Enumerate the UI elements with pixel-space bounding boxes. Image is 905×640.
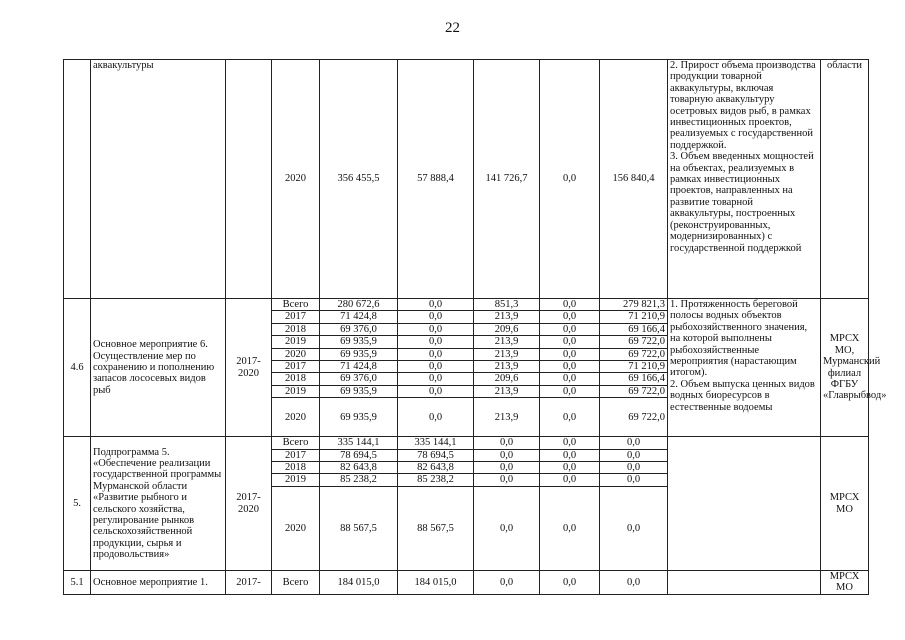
period: 2017- 2020 (226, 299, 272, 437)
row-number: 5. (64, 437, 91, 571)
responsible: МРСХ МО (821, 570, 869, 594)
cell-regional-budget: 335 144,1 (398, 437, 474, 449)
cell-federal-budget: 0,0 (474, 449, 540, 461)
year: 2017 (272, 449, 320, 461)
cell-local-budget: 0,0 (540, 437, 600, 449)
cell-total: 69 935,9 (320, 336, 398, 348)
year: Всего (272, 299, 320, 311)
cell-federal-budget: 209,6 (474, 323, 540, 335)
responsible: МРСХ МО, Мурманский филиал ФГБУ «Главрыбвод» (821, 299, 869, 437)
cell-total: 71 424,8 (320, 361, 398, 373)
cell-total: 78 694,5 (320, 449, 398, 461)
cell-regional-budget: 0,0 (398, 323, 474, 335)
cell-local-budget: 0,0 (540, 373, 600, 385)
cell-local-budget: 0,0 (540, 385, 600, 397)
row-number: 4.6 (64, 299, 91, 437)
cell-federal-budget: 213,9 (474, 361, 540, 373)
indicators (668, 60, 821, 299)
cell-federal-budget: 0,0 (474, 462, 540, 474)
table-row (64, 437, 869, 449)
cell-total: 69 376,0 (320, 373, 398, 385)
cell-total: 69 935,9 (320, 398, 398, 437)
cell-other-sources: 69 722,0 (600, 348, 668, 360)
cell-other-sources: 156 840,4 (600, 60, 668, 299)
cell-local-budget: 0,0 (540, 570, 600, 594)
cell-total: 82 643,8 (320, 462, 398, 474)
cell-local-budget: 0,0 (540, 60, 600, 299)
period: 2017- (226, 570, 272, 594)
cell-local-budget: 0,0 (540, 299, 600, 311)
cell-federal-budget: 0,0 (474, 486, 540, 570)
cell-total: 280 672,6 (320, 299, 398, 311)
cell-regional-budget: 78 694,5 (398, 449, 474, 461)
period: 2017- 2020 (226, 437, 272, 571)
responsible: МРСХ МО (821, 437, 869, 571)
cell-other-sources: 71 210,9 (600, 311, 668, 323)
cell-local-budget: 0,0 (540, 323, 600, 335)
indicators (668, 570, 821, 594)
cell-local-budget: 0,0 (540, 462, 600, 474)
cell-other-sources: 69 166,4 (600, 373, 668, 385)
cell-federal-budget: 0,0 (474, 474, 540, 486)
indicators (668, 437, 821, 571)
cell-total: 356 455,5 (320, 60, 398, 299)
cell-local-budget: 0,0 (540, 486, 600, 570)
program-table (63, 59, 887, 595)
cell-federal-budget: 209,6 (474, 373, 540, 385)
cell-regional-budget: 0,0 (398, 311, 474, 323)
cell-other-sources: 69 166,4 (600, 323, 668, 335)
cell-local-budget: 0,0 (540, 336, 600, 348)
page-number: 22 (445, 20, 460, 36)
event-name: Подпрограмма 5. «Обеспечение реализации государственной программы Мурманской области «Развитие рыбного и сельского хозяйства, регулирование рынков сельскохозяйственной продукции, сырья и продовольствия» (91, 437, 226, 571)
cell-other-sources: 69 722,0 (600, 336, 668, 348)
cell-other-sources: 0,0 (600, 462, 668, 474)
cell-other-sources: 71 210,9 (600, 361, 668, 373)
cell-federal-budget: 213,9 (474, 336, 540, 348)
cell-regional-budget: 184 015,0 (398, 570, 474, 594)
cell-other-sources: 69 722,0 (600, 385, 668, 397)
year: Всего (272, 437, 320, 449)
year: 2017 (272, 311, 320, 323)
indicators: 1. Протяженность береговой полосы водных объектов рыбохозяйственного значения, на которой выполнены рыбохозяйственные мероприятия (нарастающим итогом). 2. Объем выпуска ценных видов водных биоресурсов в естественные водоемы (668, 299, 821, 437)
row-number (64, 60, 91, 299)
responsible: области (821, 60, 869, 299)
year: 2019 (272, 385, 320, 397)
table-row (64, 60, 869, 299)
event-name: Основное мероприятие 1. (91, 570, 226, 594)
cell-local-budget: 0,0 (540, 398, 600, 437)
cell-local-budget: 0,0 (540, 311, 600, 323)
cell-total: 69 935,9 (320, 348, 398, 360)
year: 2020 (272, 60, 320, 299)
cell-local-budget: 0,0 (540, 474, 600, 486)
cell-local-budget: 0,0 (540, 449, 600, 461)
cell-other-sources: 0,0 (600, 474, 668, 486)
cell-federal-budget: 213,9 (474, 385, 540, 397)
cell-total: 71 424,8 (320, 311, 398, 323)
cell-regional-budget: 85 238,2 (398, 474, 474, 486)
cell-other-sources: 0,0 (600, 437, 668, 449)
cell-total: 88 567,5 (320, 486, 398, 570)
cell-total: 335 144,1 (320, 437, 398, 449)
cell-regional-budget: 88 567,5 (398, 486, 474, 570)
cell-local-budget: 0,0 (540, 361, 600, 373)
event-name: Основное мероприятие 6. Осуществление мер по сохранению и пополнению запасов лососевых видов рыб (91, 299, 226, 437)
cell-regional-budget: 0,0 (398, 385, 474, 397)
year: 2019 (272, 474, 320, 486)
row-number: 5.1 (64, 570, 91, 594)
cell-federal-budget: 0,0 (474, 570, 540, 594)
year: 2018 (272, 462, 320, 474)
table-row (64, 570, 869, 594)
year: 2020 (272, 398, 320, 437)
period (226, 60, 272, 299)
cell-regional-budget: 0,0 (398, 361, 474, 373)
year: 2018 (272, 323, 320, 335)
cell-total: 184 015,0 (320, 570, 398, 594)
year: 2020 (272, 348, 320, 360)
cell-other-sources: 279 821,3 (600, 299, 668, 311)
cell-federal-budget: 0,0 (474, 437, 540, 449)
indicator-item: 2. Прирост объема производства продукции товарной аквакультуры, включая товарную аквакультуру осетровых видов рыб, в рамках инвестиционных проектов, реализуемых с государственной поддержкой. (670, 60, 816, 151)
cell-regional-budget: 0,0 (398, 348, 474, 360)
cell-other-sources: 0,0 (600, 449, 668, 461)
cell-federal-budget: 141 726,7 (474, 60, 540, 299)
year: 2019 (272, 336, 320, 348)
cell-total: 85 238,2 (320, 474, 398, 486)
year: 2017 (272, 361, 320, 373)
cell-regional-budget: 82 643,8 (398, 462, 474, 474)
event-name: аквакультуры (91, 60, 226, 299)
cell-regional-budget: 0,0 (398, 299, 474, 311)
cell-other-sources: 0,0 (600, 486, 668, 570)
year: Всего (272, 570, 320, 594)
cell-local-budget: 0,0 (540, 348, 600, 360)
cell-federal-budget: 851,3 (474, 299, 540, 311)
cell-federal-budget: 213,9 (474, 348, 540, 360)
cell-other-sources: 69 722,0 (600, 398, 668, 437)
cell-federal-budget: 213,9 (474, 311, 540, 323)
year: 2018 (272, 373, 320, 385)
cell-total: 69 935,9 (320, 385, 398, 397)
cell-regional-budget: 0,0 (398, 336, 474, 348)
cell-regional-budget: 0,0 (398, 373, 474, 385)
cell-regional-budget: 0,0 (398, 398, 474, 437)
year: 2020 (272, 486, 320, 570)
table-row (64, 299, 869, 311)
cell-regional-budget: 57 888,4 (398, 60, 474, 299)
indicator-item: 3. Объем введенных мощностей на объектах, реализуемых в рамках инвестиционных проектов, направленных на развитие товарной аквакультуры, построенных (реконструированных, модернизированных) с государственной поддержкой (670, 151, 814, 254)
cell-federal-budget: 213,9 (474, 398, 540, 437)
cell-total: 69 376,0 (320, 323, 398, 335)
cell-other-sources: 0,0 (600, 570, 668, 594)
